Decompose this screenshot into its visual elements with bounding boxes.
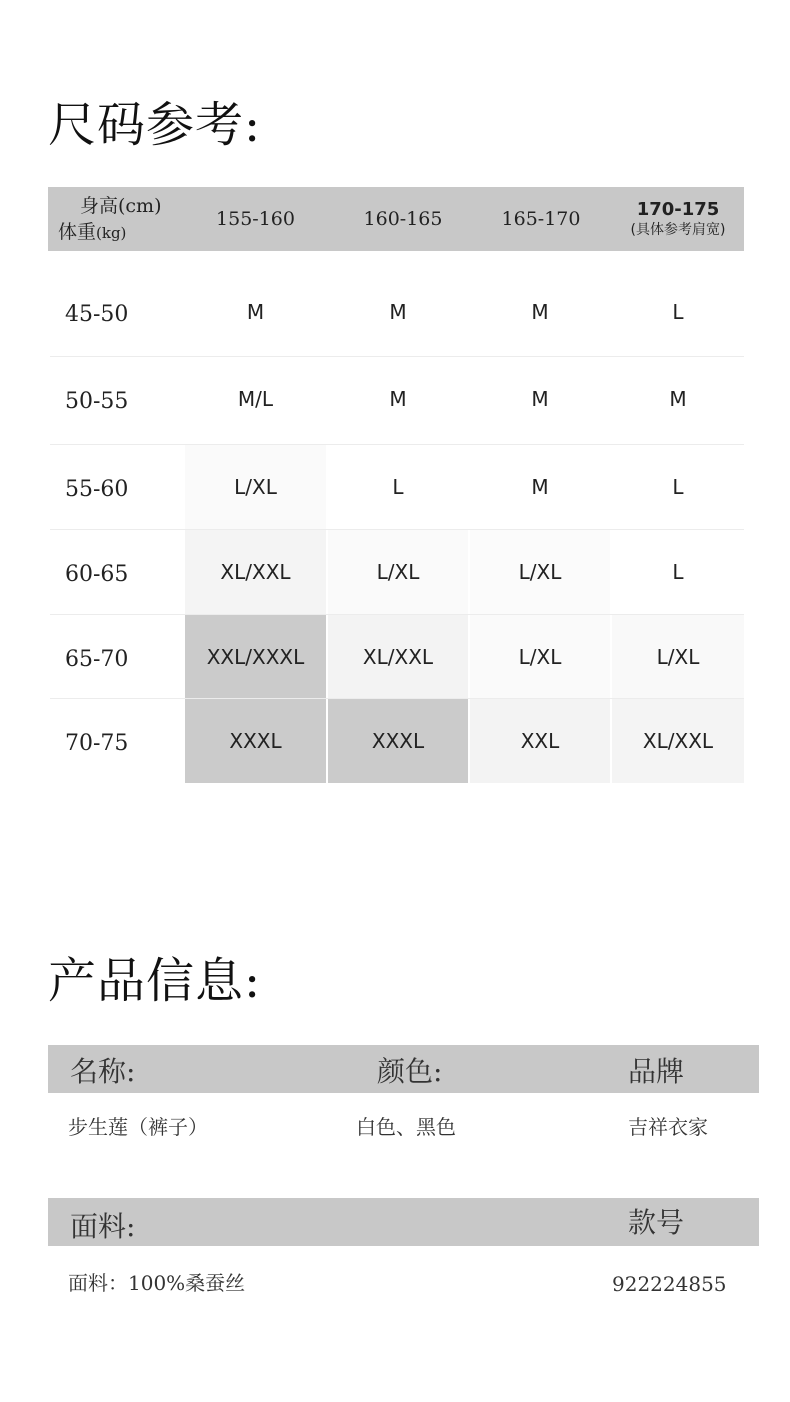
color-value: 白色、黑色 <box>356 1115 456 1139</box>
weight-range-label: 55-60 <box>65 477 129 502</box>
style-number-header: 款号 <box>628 1206 685 1239</box>
size-cell: XL/XXL <box>612 699 744 783</box>
size-cell: L/XL <box>470 615 610 699</box>
size-cell: L <box>612 445 744 529</box>
size-cell: L <box>612 270 744 354</box>
size-cell: L/XL <box>185 445 326 529</box>
header-col-3: 165-170 <box>501 208 581 230</box>
header-col-1: 155-160 <box>216 208 295 230</box>
header-col-4-note: (具体参考肩宽) <box>630 222 726 238</box>
size-cell: M <box>328 357 468 441</box>
size-cell: XL/XXL <box>328 615 468 699</box>
size-cell: L <box>612 530 744 614</box>
color-header: 颜色: <box>377 1055 443 1088</box>
header-col-2: 160-165 <box>363 208 443 230</box>
header-col-4-range: 170-175 <box>636 199 720 220</box>
fabric-header: 面料: <box>70 1210 136 1243</box>
weight-range-label: 65-70 <box>65 647 129 672</box>
weight-label: 体重(kg) <box>58 220 127 243</box>
size-cell: M <box>470 270 610 354</box>
size-cell: L/XL <box>612 615 744 699</box>
weight-range-label: 50-55 <box>65 389 129 414</box>
weight-range-label: 70-75 <box>65 731 129 756</box>
size-cell: XXL <box>470 699 610 783</box>
size-cell: M <box>612 357 744 441</box>
header-col-4 <box>612 187 744 251</box>
brand-header: 品牌 <box>628 1055 685 1088</box>
height-label: 身高(cm) <box>80 194 162 217</box>
size-cell: XXXL <box>185 699 326 783</box>
name-header: 名称: <box>70 1055 136 1088</box>
name-value: 步生莲（裤子） <box>68 1115 208 1139</box>
fabric-value: 面料：100%桑蚕丝 <box>68 1271 246 1295</box>
header-corner <box>48 187 185 251</box>
size-reference-title: 尺码参考: <box>48 97 262 153</box>
size-cell: M <box>328 270 468 354</box>
brand-value: 吉祥衣家 <box>628 1115 708 1139</box>
weight-range-label: 60-65 <box>65 562 129 587</box>
size-cell: XXXL <box>328 699 468 783</box>
size-cell: M/L <box>185 357 326 441</box>
weight-range-label: 45-50 <box>65 302 129 327</box>
size-cell: M <box>470 357 610 441</box>
size-cell: M <box>470 445 610 529</box>
product-info-title: 产品信息: <box>48 953 262 1009</box>
size-cell: L <box>328 445 468 529</box>
size-cell: XL/XXL <box>185 530 326 614</box>
size-cell: M <box>185 270 326 354</box>
size-cell: L/XL <box>328 530 468 614</box>
size-table-header <box>48 187 744 251</box>
size-cell: XXL/XXXL <box>185 615 326 699</box>
style-number-value: 922224855 <box>612 1272 727 1296</box>
size-cell: L/XL <box>470 530 610 614</box>
